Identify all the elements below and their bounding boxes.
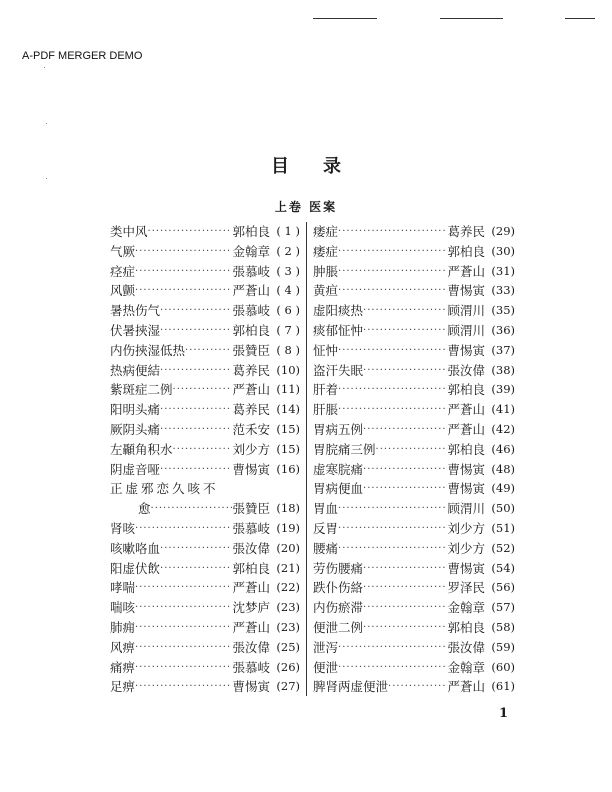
entry-page: (56): [491, 580, 515, 595]
header-rule: [313, 18, 377, 19]
entry-title: 紫斑症二例: [110, 382, 173, 398]
entry-page: (49): [491, 481, 515, 496]
entry-author: 葛养民: [232, 402, 270, 418]
dot-leader: [148, 222, 233, 242]
entry-page: (50): [491, 501, 515, 516]
column-divider: [306, 222, 307, 696]
entry-title: 风颤: [110, 283, 136, 299]
entry-author: 严蒼山: [232, 580, 270, 596]
toc-entry: [313, 361, 515, 381]
entry-title: 胃病便血: [313, 481, 364, 497]
entry-title: 便泄二例: [313, 619, 364, 635]
entry-page: (19): [276, 520, 300, 535]
dot-leader: [338, 499, 447, 519]
page-number: 1: [499, 706, 509, 721]
entry-page: (30): [491, 243, 515, 258]
toc-entry: [313, 598, 515, 618]
entry-page: (15): [276, 421, 300, 436]
dot-leader: [338, 638, 447, 658]
entry-author: 严蒼山: [232, 619, 270, 635]
entry-title: 足痹: [110, 679, 136, 695]
entry-author: 張慕岐: [232, 520, 270, 536]
entry-title: 虚阳痰热: [313, 303, 364, 319]
entry-title: 愈: [138, 501, 151, 517]
entry-author: 葛养民: [232, 362, 270, 378]
toc-entry: [110, 559, 300, 579]
entry-author: 刘少方: [447, 540, 485, 556]
entry-title: 阳虚伏飲: [110, 560, 161, 576]
dot-leader: [135, 578, 232, 598]
entry-author: 曹惕寅: [447, 560, 485, 576]
entry-page: (22): [276, 580, 300, 595]
dot-leader: [151, 499, 233, 519]
dot-leader: [338, 400, 447, 420]
toc-entry: [313, 301, 515, 321]
entry-author: 曹惕寅: [447, 461, 485, 477]
dot-leader: [363, 460, 447, 480]
dot-leader: [160, 559, 232, 579]
entry-title: 哮喘: [110, 580, 136, 596]
dot-leader: [338, 222, 447, 242]
toc-entry: [313, 499, 515, 519]
watermark-text: A-PDF MERGER DEMO: [22, 50, 143, 62]
entry-page: ( 7 ): [276, 322, 300, 337]
dot-leader: [135, 658, 232, 678]
toc-right-column: [313, 222, 515, 697]
toc-entry: [313, 262, 515, 282]
entry-page: (25): [276, 639, 300, 654]
entry-title: 胃脘痛三例: [313, 441, 376, 457]
toc-entry: [110, 281, 300, 301]
dot-leader: [363, 420, 447, 440]
entry-page: (58): [491, 619, 515, 634]
toc-entry: [110, 618, 300, 638]
entry-page: (33): [491, 283, 515, 298]
toc-entry: [110, 658, 300, 678]
entry-page: (16): [276, 461, 300, 476]
dot-leader: [135, 519, 232, 539]
entry-author: 曹惕寅: [447, 283, 485, 299]
entry-title: 腰痛: [313, 540, 339, 556]
entry-author: 張汝偉: [447, 362, 485, 378]
entry-page: (59): [491, 639, 515, 654]
toc-entry: [313, 658, 515, 678]
dot-leader: [135, 242, 232, 262]
dot-leader: [160, 361, 232, 381]
toc-entry: [110, 598, 300, 618]
dot-leader: [160, 301, 232, 321]
entry-author: 金翰章: [232, 243, 270, 259]
dot-leader: [376, 440, 448, 460]
entry-page: (36): [491, 322, 515, 337]
entry-page: ( 3 ): [276, 263, 300, 278]
entry-title: 反胃: [313, 520, 339, 536]
dot-leader: [160, 420, 232, 440]
toc-entry: [313, 242, 515, 262]
entry-page: (21): [276, 560, 300, 575]
dot-leader: [160, 400, 232, 420]
entry-author: 顾渭川: [447, 303, 485, 319]
toc-entry: [313, 420, 515, 440]
toc-entry: [313, 400, 515, 420]
entry-author: 金翰章: [447, 600, 485, 616]
entry-page: (46): [491, 441, 515, 456]
toc-entry: [110, 222, 300, 242]
entry-page: (57): [491, 600, 515, 615]
toc-entry: [110, 380, 300, 400]
scan-speck: [44, 67, 45, 68]
dot-leader: [135, 598, 232, 618]
entry-title: 劳伤腰痛: [313, 560, 364, 576]
entry-author: 曹惕寅: [232, 679, 270, 695]
entry-title: 虚寒脘痛: [313, 461, 364, 477]
toc-entry: [110, 677, 300, 697]
entry-title: 脾肾两虚便泄: [313, 679, 389, 695]
entry-title: 左顳角积水: [110, 441, 173, 457]
entry-title: 跌仆伤絡: [313, 580, 364, 596]
entry-title: 肿脹: [313, 263, 339, 279]
entry-author: 严蒼山: [447, 421, 485, 437]
entry-author: 張慕岐: [232, 303, 270, 319]
entry-author: 郭柏良: [447, 441, 485, 457]
toc-entry: [313, 618, 515, 638]
dot-leader: [338, 658, 447, 678]
entry-page: (14): [276, 402, 300, 417]
entry-title: 痰郁怔忡: [313, 322, 364, 338]
dot-leader: [338, 539, 447, 559]
toc-entry: [313, 281, 515, 301]
dot-leader: [135, 677, 232, 697]
entry-page: (31): [491, 263, 515, 278]
entry-author: 葛养民: [447, 224, 485, 239]
dot-leader: [173, 440, 233, 460]
toc-entry: [313, 479, 515, 499]
entry-page: (60): [491, 659, 515, 674]
entry-page: (61): [491, 679, 515, 694]
entry-page: (35): [491, 303, 515, 318]
entry-author: 郭柏良: [232, 560, 270, 576]
toc-entry: [110, 539, 300, 559]
entry-page: (54): [491, 560, 515, 575]
toc-entry: [313, 578, 515, 598]
entry-title: 肝脹: [313, 402, 339, 418]
header-rule: [440, 18, 503, 19]
entry-title: 厥阴头痛: [110, 421, 161, 437]
scan-speck: [46, 123, 47, 124]
toc-entry: [110, 420, 300, 440]
entry-page: (41): [491, 402, 515, 417]
entry-page: (23): [276, 600, 300, 615]
dot-leader: [135, 618, 232, 638]
toc-entry: [110, 301, 300, 321]
toc-left-column: [110, 222, 300, 697]
entry-page: ( 8 ): [276, 342, 300, 357]
dot-leader: [388, 677, 447, 697]
dot-leader: [338, 380, 447, 400]
entry-title: 痿症: [313, 224, 339, 239]
section-subtitle: 上卷 医案: [274, 200, 338, 214]
entry-page: (38): [491, 362, 515, 377]
entry-author: 張汝偉: [232, 639, 270, 655]
entry-title: 类中风: [110, 224, 148, 239]
entry-title: 喘咳: [110, 600, 136, 616]
entry-page: (29): [491, 224, 515, 238]
entry-title: 伏暑挾湿: [110, 322, 161, 338]
entry-title: 正虚邪恋久咳不: [110, 481, 219, 497]
toc-entry: [110, 479, 300, 499]
entry-author: 严蒼山: [232, 382, 270, 398]
entry-author: 張汝偉: [447, 639, 485, 655]
entry-author: 張汝偉: [232, 540, 270, 556]
toc-entry: [313, 638, 515, 658]
entry-title: 内伤瘀滞: [313, 600, 364, 616]
entry-page: (23): [276, 619, 300, 634]
entry-author: 沈梦庐: [232, 600, 270, 616]
toc-entry: [110, 638, 300, 658]
entry-author: 顾渭川: [447, 322, 485, 338]
dot-leader: [363, 361, 447, 381]
entry-title: 痿症: [313, 243, 339, 259]
toc-entry: [313, 440, 515, 460]
entry-author: 張贊臣: [232, 501, 270, 517]
toc-entry: [110, 361, 300, 381]
entry-author: 严蒼山: [447, 679, 485, 695]
toc-entry: [110, 460, 300, 480]
toc-entry: [110, 519, 300, 539]
entry-title: 阳明头痛: [110, 402, 161, 418]
entry-page: (20): [276, 540, 300, 555]
toc-entry: [110, 341, 300, 361]
entry-title: 肾咳: [110, 520, 136, 536]
toc-entry: [313, 321, 515, 341]
entry-author: 曹惕寅: [447, 342, 485, 358]
toc-entry: [313, 519, 515, 539]
entry-title: 内伤挾湿低热: [110, 342, 186, 358]
dot-leader: [160, 539, 232, 559]
entry-author: 郭柏良: [447, 382, 485, 398]
entry-title: 咳嗽咯血: [110, 540, 161, 556]
dot-leader: [363, 598, 447, 618]
toc-entry: [110, 440, 300, 460]
entry-page: ( 1 ): [276, 224, 300, 238]
entry-page: (27): [276, 679, 300, 694]
entry-page: (10): [276, 362, 300, 377]
entry-page: (48): [491, 461, 515, 476]
entry-page: ( 6 ): [276, 303, 300, 318]
entry-title: 肺痈: [110, 619, 136, 635]
entry-title: 便泄: [313, 659, 339, 675]
entry-page: (37): [491, 342, 515, 357]
entry-title: 痉症: [110, 263, 136, 279]
entry-author: 刘少方: [447, 520, 485, 536]
entry-title: 泄泻: [313, 639, 339, 655]
dot-leader: [338, 341, 447, 361]
entry-author: 金翰章: [447, 659, 485, 675]
entry-author: 張慕岐: [232, 659, 270, 675]
entry-author: 严蒼山: [447, 402, 485, 418]
entry-title: 痛痹: [110, 659, 136, 675]
dot-leader: [160, 321, 232, 341]
entry-title: 肝着: [313, 382, 339, 398]
entry-page: (15): [276, 441, 300, 456]
entry-title: 阴虚音哑: [110, 461, 161, 477]
entry-title: 热病便結: [110, 362, 161, 378]
dot-leader: [135, 262, 232, 282]
dot-leader: [160, 460, 232, 480]
entry-title: 气厥: [110, 243, 136, 259]
dot-leader: [338, 262, 447, 282]
entry-page: (18): [276, 501, 300, 516]
dot-leader: [363, 479, 447, 499]
entry-author: 郭柏良: [447, 619, 485, 635]
toc-entry: [110, 262, 300, 282]
dot-leader: [338, 242, 447, 262]
entry-author: 曹惕寅: [232, 461, 270, 477]
entry-author: 罗泽民: [447, 580, 485, 596]
entry-author: 郭柏良: [447, 243, 485, 259]
dot-leader: [135, 638, 232, 658]
scan-speck: [46, 178, 47, 179]
toc-entry: [313, 539, 515, 559]
entry-page: (26): [276, 659, 300, 674]
entry-page: ( 2 ): [276, 243, 300, 258]
toc-entry: [313, 677, 515, 697]
toc-entry: [313, 341, 515, 361]
toc-entry: [110, 499, 300, 519]
entry-author: 范禾安: [232, 421, 270, 437]
entry-page: ( 4 ): [276, 283, 300, 298]
toc-entry: [313, 222, 515, 242]
dot-leader: [173, 380, 233, 400]
dot-leader: [363, 301, 447, 321]
entry-author: 严蒼山: [232, 283, 270, 299]
header-rule: [565, 18, 595, 19]
entry-author: 郭柏良: [232, 322, 270, 338]
entry-title: 风痹: [110, 639, 136, 655]
entry-page: (11): [276, 382, 300, 397]
entry-author: 張慕岐: [232, 263, 270, 279]
entry-author: 郭柏良: [232, 224, 270, 239]
entry-author: 曹惕寅: [447, 481, 485, 497]
page-title: 目录: [271, 156, 375, 177]
entry-title: 胃病五例: [313, 421, 364, 437]
entry-author: 顾渭川: [447, 501, 485, 517]
dot-leader: [135, 281, 232, 301]
entry-author: 張贊臣: [232, 342, 270, 358]
toc-entry: [313, 380, 515, 400]
dot-leader: [338, 519, 447, 539]
dot-leader: [338, 281, 447, 301]
entry-title: 盗汗失眠: [313, 362, 364, 378]
dot-leader: [363, 618, 447, 638]
dot-leader: [363, 578, 447, 598]
entry-page: (42): [491, 421, 515, 436]
entry-author: 刘少方: [232, 441, 270, 457]
dot-leader: [363, 321, 447, 341]
toc-entry: [313, 460, 515, 480]
toc-entry: [110, 578, 300, 598]
entry-title: 怔忡: [313, 342, 339, 358]
entry-title: 黄疸: [313, 283, 339, 299]
entry-title: 胃血: [313, 501, 339, 517]
entry-page: (51): [491, 520, 515, 535]
entry-page: (52): [491, 540, 515, 555]
entry-page: (39): [491, 382, 515, 397]
toc-entry: [110, 242, 300, 262]
toc-entry: [313, 559, 515, 579]
toc-entry: [110, 400, 300, 420]
dot-leader: [185, 341, 232, 361]
toc-entry: [110, 321, 300, 341]
dot-leader: [363, 559, 447, 579]
entry-author: 严蒼山: [447, 263, 485, 279]
entry-title: 暑热伤气: [110, 303, 161, 319]
